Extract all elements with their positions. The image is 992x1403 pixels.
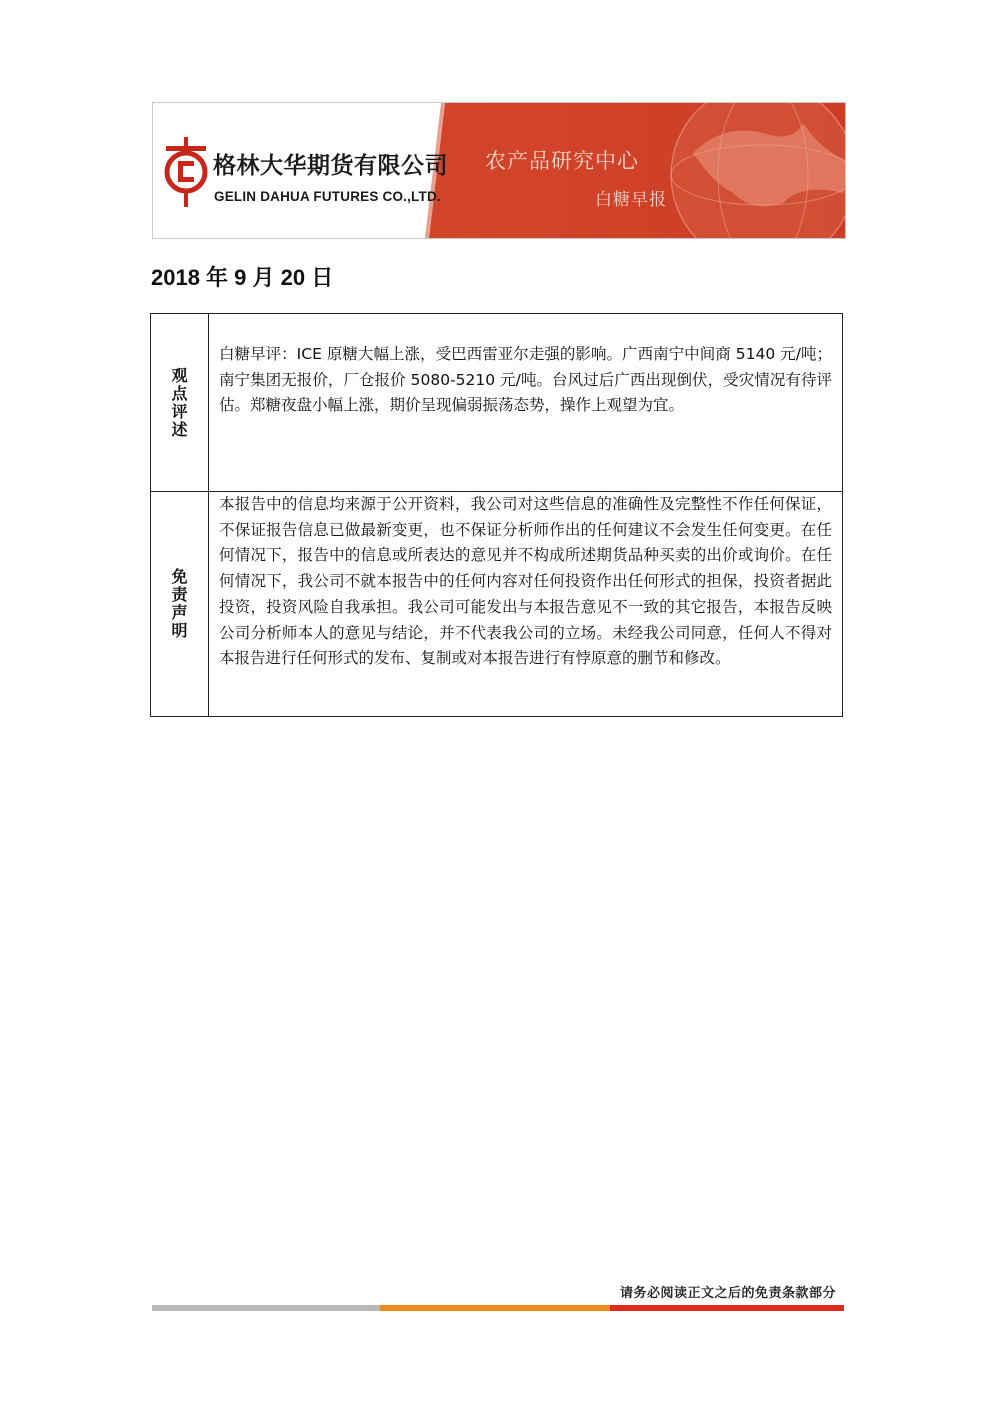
- globe-icon: [653, 102, 846, 239]
- department-title: 农产品研究中心: [485, 149, 639, 173]
- table-row: [151, 314, 843, 492]
- company-logo-icon: [163, 137, 209, 207]
- row-label: [151, 492, 209, 717]
- row-label: [151, 314, 209, 492]
- report-date: 2018 年 9 月 20 日: [151, 265, 334, 290]
- disclaimer-text: 本报告中的信息均来源于公开资料，我公司对这些信息的准确性及完整性不作任何保证，不保证报告信息已做最新变更，也不保证分析师作出的任何建议不会发生任何变更。在任何情况下，报告中的信息或所表达的意见并不构成所述期货品种买卖的出价或询价。在任何情况下，我公司不就本报告中的任何内容对任何投资作出任何形式的担保，投资者据此投资，投资风险自我承担。我公司可能发出与本报告意见不一致的其它报告，本报告反映公司分析师本人的意见与结论，并不代表我公司的立场。未经我公司同意，任何人不得对本报告进行任何形式的发布、复制或对本报告进行有悖原意的删节和修改。: [209, 492, 843, 717]
- commentary-text: 白糖早评：ICE 原糖大幅上涨，受巴西雷亚尔走强的影响。广西南宁中间商 5140 元/吨；南宁集团无报价，厂仓报价 5080-5210 元/吨。台风过后广西出现倒伏，受灾情况有待评估。郑糖夜盘小幅上涨，期价呈现偏弱振荡态势，操作上观望为宜。: [209, 314, 843, 492]
- footer-note: 请务必阅读正文之后的免责条款部分: [619, 1286, 836, 1301]
- footer-bar-red: [610, 1305, 844, 1311]
- header-banner: [152, 102, 846, 239]
- row-label-text: 观点评述: [171, 365, 188, 439]
- footer-bar-orange: [380, 1305, 610, 1311]
- report-title: 白糖早报: [595, 190, 667, 210]
- table-row: [151, 492, 843, 717]
- report-table: [150, 313, 843, 717]
- row-label-text: 免责声明: [171, 567, 188, 640]
- footer-bar-gray: [152, 1305, 380, 1311]
- company-name-cn: 格林大华期货有限公司: [213, 153, 448, 179]
- company-name-en: GELIN DAHUA FUTURES CO.,LTD.: [214, 189, 441, 204]
- footer-bar: [152, 1305, 844, 1311]
